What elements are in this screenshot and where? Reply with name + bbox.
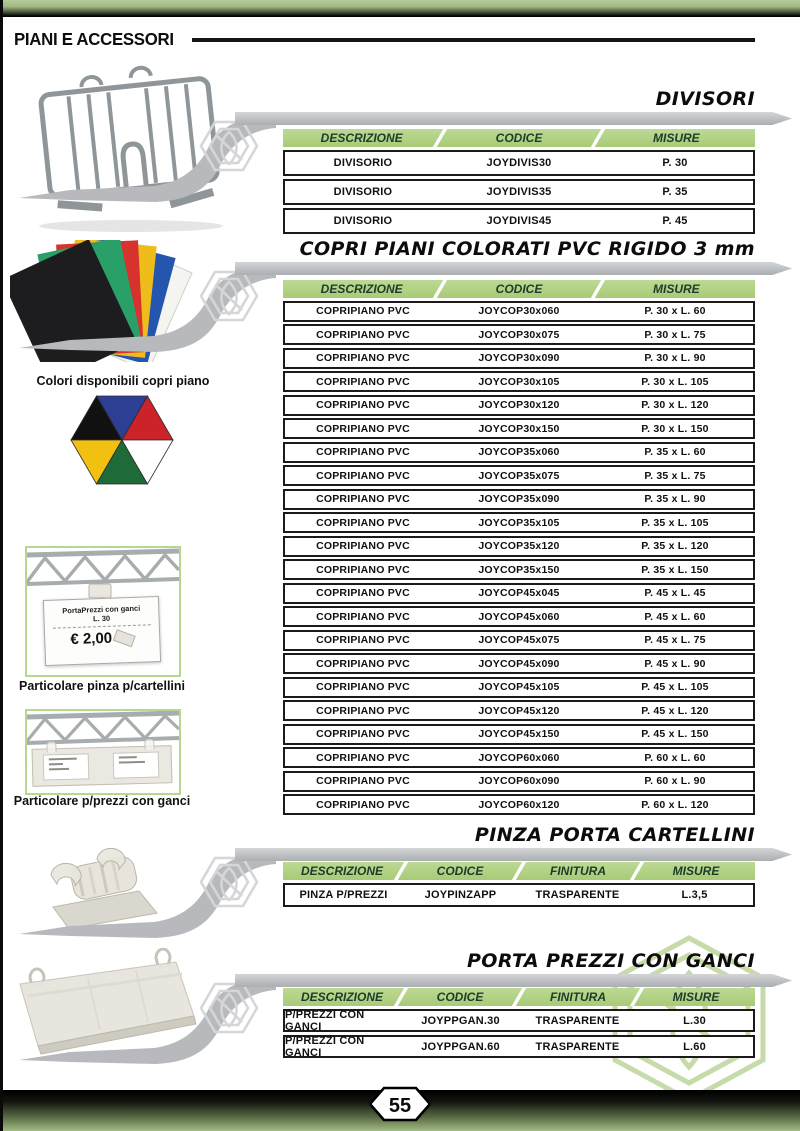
table-row xyxy=(283,512,755,533)
table-cell: DIVISORIO xyxy=(333,215,393,227)
column-header: DESCRIZIONE xyxy=(283,988,401,1006)
table-cell: COPRIPIANO PVC xyxy=(316,634,410,646)
price-card-price: € 2,00 xyxy=(70,629,113,649)
swoosh-arrow-band xyxy=(235,848,792,861)
column-header: CODICE xyxy=(440,280,597,298)
table-cell: P/PREZZI CON GANCI xyxy=(285,1034,365,1059)
section-title: PINZA PORTA CARTELLINI xyxy=(474,824,755,846)
table-cell: COPRIPIANO PVC xyxy=(316,328,410,341)
table-cell: COPRIPIANO PVC xyxy=(316,775,410,787)
text-line xyxy=(49,768,69,771)
section-title: DIVISORI xyxy=(655,88,755,110)
column-header: FINITURA xyxy=(519,988,637,1006)
price-card xyxy=(43,596,161,666)
table-cell: P. 60 x L. 90 xyxy=(644,775,706,787)
column-header: CODICE xyxy=(401,862,519,880)
table-cell: JOYCOP45x090 xyxy=(478,657,560,670)
text-line xyxy=(119,756,137,758)
swoosh-arrow-band xyxy=(235,262,792,275)
table-cell: JOYCOP30x120 xyxy=(478,399,560,411)
colors-caption: Colori disponibili copri piano xyxy=(36,374,210,388)
table-cell: JOYCOP35x090 xyxy=(478,493,560,505)
table-row xyxy=(283,324,755,345)
table-row xyxy=(283,208,755,234)
table-cell: COPRIPIANO PVC xyxy=(316,587,410,599)
table-cell: P/PREZZI CON GANCI xyxy=(285,1008,365,1033)
table-cell: JOYPPGAN.60 xyxy=(421,1040,500,1053)
table-row xyxy=(283,536,755,557)
column-header: CODICE xyxy=(440,129,597,147)
table-cell: DIVISORIO xyxy=(333,157,393,169)
column-header: MISURE xyxy=(672,864,720,878)
table-row xyxy=(283,418,755,439)
price-card-line2: L. 30 xyxy=(92,613,111,624)
table-cell: COPRIPIANO PVC xyxy=(316,305,410,317)
table-cell: JOYPPGAN.30 xyxy=(421,1014,500,1027)
table-cell: JOYDIVIS45 xyxy=(486,215,552,227)
table-cell: JOYCOP35x060 xyxy=(478,446,560,458)
photo1-caption: Particolare pinza p/cartellini xyxy=(18,679,186,693)
table-cell: JOYDIVIS30 xyxy=(486,157,552,169)
table-row xyxy=(283,395,755,416)
table-row xyxy=(283,371,755,392)
table-cell: P. 45 x L. 120 xyxy=(641,704,709,717)
table-cell: P. 30 x L. 60 xyxy=(644,305,706,317)
table-row xyxy=(283,794,755,815)
price-tag-icon xyxy=(113,629,136,647)
table-cell: P. 30 x L. 120 xyxy=(641,399,709,411)
products-table xyxy=(283,280,755,815)
table-cell: JOYCOP60x060 xyxy=(478,751,560,764)
table-row xyxy=(283,883,755,907)
table-cell: TRASPARENTE xyxy=(535,1040,620,1053)
table-cell: JOYCOP60x120 xyxy=(478,798,560,811)
hook-icon xyxy=(46,741,56,752)
table-cell: P. 30 x L. 105 xyxy=(641,375,709,388)
table-cell: JOYCOP30x150 xyxy=(478,422,560,435)
page-number-badge xyxy=(369,1086,431,1122)
table-cell: COPRIPIANO PVC xyxy=(316,657,410,670)
table-cell: P. 45 xyxy=(662,215,688,227)
table-cell: COPRIPIANO PVC xyxy=(316,375,410,388)
products-table xyxy=(283,129,755,234)
table-row xyxy=(283,606,755,627)
table-row xyxy=(283,301,755,322)
table-row xyxy=(283,747,755,768)
table-cell: COPRIPIANO PVC xyxy=(316,493,410,505)
table-row xyxy=(283,583,755,604)
column-header: DESCRIZIONE xyxy=(283,280,440,298)
table-cell: P. 35 x L. 105 xyxy=(641,516,709,529)
swoosh-arrow-band xyxy=(235,974,792,987)
table-cell: JOYPINZAPP xyxy=(424,889,497,901)
table-cell: L.60 xyxy=(683,1040,706,1053)
column-header: DESCRIZIONE xyxy=(283,862,401,880)
table-cell: TRASPARENTE xyxy=(535,889,620,901)
table-cell: P. 30 x L. 150 xyxy=(641,422,709,435)
table-cell: JOYCOP45x075 xyxy=(478,634,560,646)
table-cell: P. 45 x L. 90 xyxy=(644,657,706,670)
table-header-row xyxy=(283,280,755,298)
table-cell: COPRIPIANO PVC xyxy=(316,352,410,364)
table-row xyxy=(283,1035,755,1058)
table-header-row xyxy=(283,862,755,880)
column-header: FINITURA xyxy=(519,862,637,880)
table-cell: P. 35 x L. 120 xyxy=(641,540,709,552)
table-cell: JOYCOP35x075 xyxy=(478,469,560,482)
price-strip xyxy=(32,745,173,787)
table-row xyxy=(283,150,755,176)
table-row xyxy=(283,700,755,721)
table-row xyxy=(283,724,755,745)
table-header-row xyxy=(283,988,755,1006)
table-cell: JOYCOP60x090 xyxy=(478,775,560,787)
table-cell: COPRIPIANO PVC xyxy=(316,446,410,458)
table-cell: P. 45 x L. 150 xyxy=(641,728,709,740)
table-cell: COPRIPIANO PVC xyxy=(316,516,410,529)
mini-price-card xyxy=(43,753,90,780)
price-card-divider xyxy=(53,624,151,628)
products-table xyxy=(283,988,755,1058)
page-title: PIANI E ACCESSORI xyxy=(14,29,174,49)
table-row xyxy=(283,179,755,205)
column-header: MISURE xyxy=(672,990,720,1004)
mini-price-card xyxy=(113,752,160,779)
table-cell: COPRIPIANO PVC xyxy=(316,399,410,411)
table-cell: COPRIPIANO PVC xyxy=(316,540,410,552)
table-cell: P. 45 x L. 75 xyxy=(644,634,706,646)
table-cell: DIVISORIO xyxy=(333,186,393,198)
text-line xyxy=(119,761,145,764)
table-row xyxy=(283,677,755,698)
table-cell: COPRIPIANO PVC xyxy=(316,681,410,693)
table-cell: COPRIPIANO PVC xyxy=(316,469,410,482)
table-cell: P. 60 x L. 120 xyxy=(641,798,709,811)
table-cell: P. 35 x L. 60 xyxy=(644,446,706,458)
page-number: 55 xyxy=(388,1095,412,1117)
hook-icon xyxy=(144,739,154,750)
table-row xyxy=(283,442,755,463)
color-hexagon-chart xyxy=(68,394,176,486)
table-cell: JOYDIVIS35 xyxy=(486,186,552,198)
table-row xyxy=(283,489,755,510)
table-cell: JOYCOP45x150 xyxy=(478,728,560,740)
page-left-border xyxy=(0,0,3,1131)
table-row xyxy=(283,630,755,651)
column-header: MISURE xyxy=(652,282,700,296)
table-row xyxy=(283,465,755,486)
table-cell: JOYCOP45x120 xyxy=(478,704,560,717)
table-cell: P. 35 x L. 150 xyxy=(641,563,709,576)
table-row xyxy=(283,559,755,580)
table-cell: P. 60 x L. 60 xyxy=(644,751,706,764)
table-cell: JOYCOP35x120 xyxy=(478,540,560,552)
column-header: MISURE xyxy=(652,131,700,145)
table-cell: COPRIPIANO PVC xyxy=(316,422,410,435)
table-cell: COPRIPIANO PVC xyxy=(316,704,410,717)
table-row xyxy=(283,771,755,792)
price-card-line1: PortaPrezzi con ganci xyxy=(62,603,141,616)
page-header xyxy=(14,29,755,50)
section-title: COPRI PIANI COLORATI PVC RIGIDO 3 mm xyxy=(299,238,755,260)
table-cell: P. 45 x L. 105 xyxy=(641,681,709,693)
column-header: CODICE xyxy=(401,988,519,1006)
table-cell: COPRIPIANO PVC xyxy=(316,728,410,740)
table-cell: P. 30 x L. 75 xyxy=(644,328,706,341)
table-cell: TRASPARENTE xyxy=(535,1014,620,1027)
section-title: PORTA PREZZI CON GANCI xyxy=(466,950,755,972)
pinza-detail-photo xyxy=(25,546,181,677)
table-cell: JOYCOP30x075 xyxy=(478,328,560,341)
table-cell: JOYCOP45x105 xyxy=(478,681,560,693)
table-header-row xyxy=(283,129,755,147)
table-cell: JOYCOP45x060 xyxy=(478,610,560,623)
swoosh-arrow-band xyxy=(235,112,792,125)
top-gradient-bar xyxy=(0,0,800,17)
table-cell: JOYCOP30x105 xyxy=(478,375,560,388)
table-cell: L.3,5 xyxy=(681,889,708,901)
table-cell: P. 45 x L. 45 xyxy=(644,587,706,599)
photo2-caption: Particolare p/prezzi con ganci xyxy=(13,794,191,808)
column-header: DESCRIZIONE xyxy=(283,129,440,147)
table-cell: JOYCOP45x045 xyxy=(478,587,560,599)
table-cell: P. 30 xyxy=(662,157,688,169)
table-cell: JOYCOP30x090 xyxy=(478,352,560,364)
text-line xyxy=(49,758,77,761)
table-cell: JOYCOP30x060 xyxy=(478,305,560,317)
table-cell: COPRIPIANO PVC xyxy=(316,798,410,811)
table-cell: JOYCOP35x105 xyxy=(478,516,560,529)
table-cell: COPRIPIANO PVC xyxy=(316,610,410,623)
table-cell: P. 35 x L. 75 xyxy=(644,469,706,482)
text-line xyxy=(49,763,63,765)
title-rule xyxy=(192,38,755,42)
table-cell: P. 30 x L. 90 xyxy=(644,352,706,364)
table-row xyxy=(283,348,755,369)
table-row xyxy=(283,653,755,674)
table-cell: L.30 xyxy=(683,1014,706,1027)
table-row xyxy=(283,1009,755,1032)
table-cell: COPRIPIANO PVC xyxy=(316,563,410,576)
wire-shelf-icon xyxy=(27,548,179,598)
table-cell: P. 35 xyxy=(662,186,688,198)
table-cell: P. 35 x L. 90 xyxy=(644,493,706,505)
table-cell: P. 45 x L. 60 xyxy=(644,610,706,623)
prezzi-detail-photo xyxy=(25,709,181,795)
table-cell: COPRIPIANO PVC xyxy=(316,751,410,764)
products-table xyxy=(283,862,755,907)
table-cell: JOYCOP35x150 xyxy=(478,563,560,576)
table-cell: PINZA P/PREZZI xyxy=(299,889,388,901)
